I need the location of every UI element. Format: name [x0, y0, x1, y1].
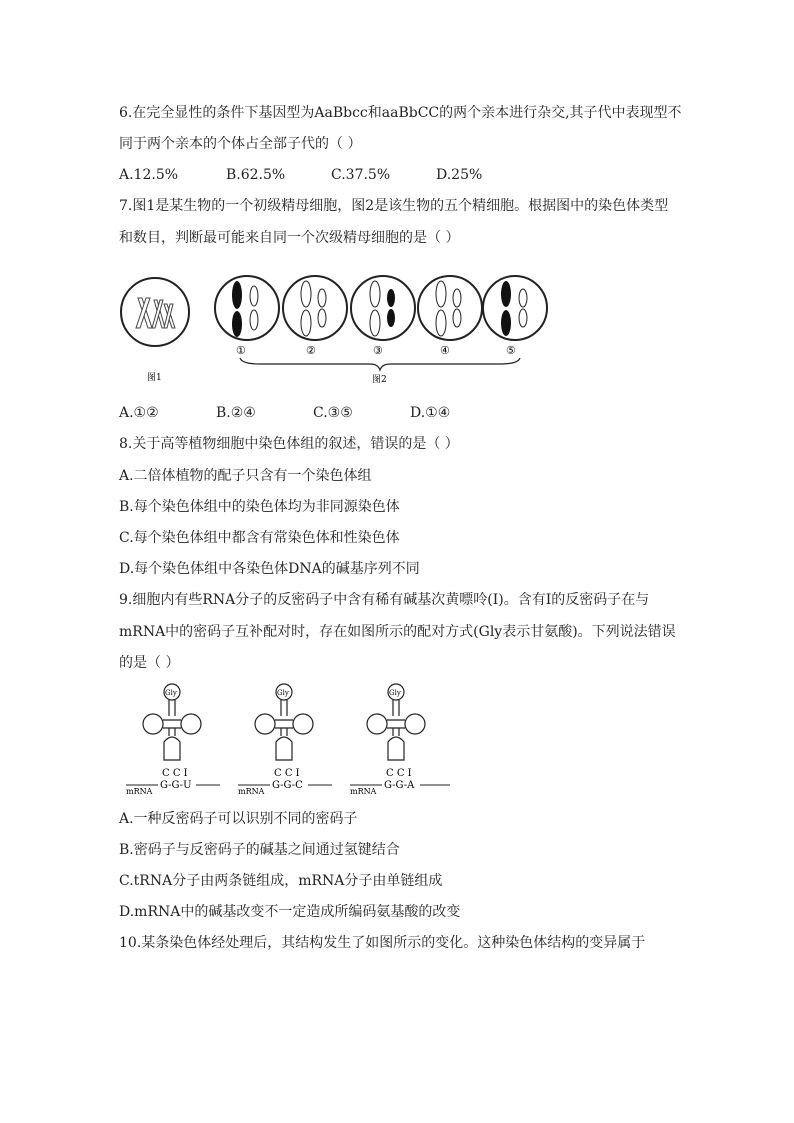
- fig2-cell-3: [351, 276, 415, 340]
- q8-option-a: A.二倍体植物的配子只含有一个染色体组: [119, 468, 372, 484]
- trna-3-codon: G-G-A: [384, 780, 415, 791]
- q6-option-d: D.25%: [436, 167, 483, 183]
- q7-option-b: B.②④: [216, 405, 256, 421]
- trna-2-codon: G-G-C: [272, 780, 303, 791]
- fig2-cell-4: [418, 276, 482, 340]
- trna-1-mrna-label: mRNA: [126, 787, 153, 796]
- q8-option-d: D.每个染色体组中各染色体DNA的碱基序列不同: [119, 561, 420, 577]
- q7-option-d: D.①④: [410, 405, 451, 421]
- fig2-brace: [240, 358, 520, 370]
- fig2-label: 图2: [372, 375, 387, 385]
- q7-option-c: C.③⑤: [313, 405, 353, 421]
- fig2-cell-label-3: ③: [373, 344, 383, 357]
- fig1-label: 图1: [147, 373, 162, 383]
- q9-option-d: D.mRNA中的碱基改变不一定造成所编码氨基酸的改变: [119, 904, 461, 920]
- fig2-cell-1: [215, 276, 279, 340]
- trna-3-gly: Gly: [389, 689, 401, 697]
- q9-stem-line3: 的是（ ）: [119, 655, 180, 671]
- q7-stem-line1: 7.图1是某生物的一个初级精母细胞，图2是该生物的五个精细胞。根据图中的染色体类型: [119, 198, 669, 214]
- fig2-cell-label-1: ①: [236, 344, 246, 357]
- q7-stem-line2: 和数目，判断最可能来自同一个次级精母细胞的是（ ）: [119, 230, 460, 246]
- trna-1-codon: G-G-U: [160, 780, 192, 791]
- q9-option-c: C.tRNA分子由两条链组成，mRNA分子由单链组成: [119, 873, 443, 889]
- q6-stem-line1: 6.在完全显性的条件下基因型为AaBbcc和aaBbCC的两个亲本进行杂交,其子代中表现型不: [119, 105, 682, 121]
- fig1-primary-spermatocyte: [121, 278, 189, 346]
- q9-option-a: A.一种反密码子可以识别不同的密码子: [119, 811, 358, 827]
- fig2-cell-label-4: ④: [440, 344, 450, 357]
- trna-2-gly: Gly: [277, 689, 289, 697]
- q8-option-c: C.每个染色体组中都含有常染色体和性染色体: [119, 530, 400, 546]
- q6-option-a: A.12.5%: [119, 167, 179, 183]
- trna-3-mrna-label: mRNA: [350, 787, 377, 796]
- q6-option-b: B.62.5%: [226, 167, 286, 183]
- q9-trna-figure: [120, 680, 460, 802]
- fig2-cell-2: [283, 276, 347, 340]
- fig2-cell-label-2: ②: [306, 344, 316, 357]
- q8-option-b: B.每个染色体组中的染色体均为非同源染色体: [119, 499, 400, 515]
- q7-option-a: A.①②: [119, 405, 159, 421]
- fig2-cell-5: [483, 276, 547, 340]
- fig2-cell-label-5: ⑤: [506, 344, 516, 357]
- trna-1-anticodon: C C I: [162, 768, 188, 779]
- q10-stem-line1: 10.某条染色体经处理后，其结构发生了如图所示的变化。这种染色体结构的变异属于: [119, 935, 646, 951]
- trna-3-anticodon: C C I: [386, 768, 412, 779]
- q6-stem-line2: 同于两个亲本的个体占全部子代的（ ）: [119, 136, 362, 152]
- trna-1-gly: Gly: [165, 689, 177, 697]
- q6-option-c: C.37.5%: [331, 167, 391, 183]
- q7-figure: [110, 268, 560, 388]
- q9-stem-line2: mRNA中的密码子互补配对时，存在如图所示的配对方式(Gly表示甘氨酸)。下列说法错误: [119, 624, 676, 640]
- q9-stem-line1: 9.细胞内有些RNA分子的反密码子中含有稀有碱基次黄嘌呤(I)。含有I的反密码子在与: [119, 592, 650, 608]
- trna-2-mrna-label: mRNA: [238, 787, 265, 796]
- q9-option-b: B.密码子与反密码子的碱基之间通过氢键结合: [119, 842, 400, 858]
- trna-2-anticodon: C C I: [274, 768, 300, 779]
- q8-stem: 8.关于高等植物细胞中染色体组的叙述，错误的是（ ）: [119, 436, 459, 452]
